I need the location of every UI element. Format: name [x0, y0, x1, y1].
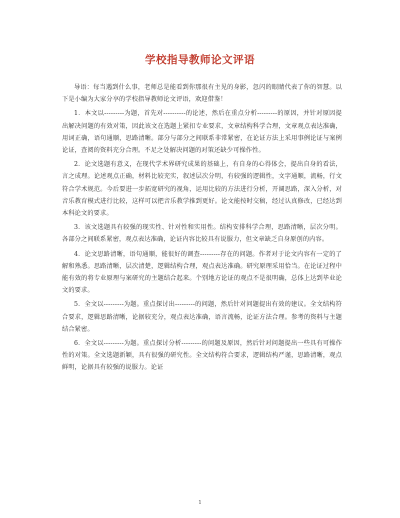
comment-paragraph-1: 1．本文以---------为题，首先对----------的论述，然后在重点分析---------的原因，并针对原因提出解决问题的有效对策，因此该文在选题上紧扣专业要求，文章结构科学合理，文章观点表达准确，用词正确，语句通顺，思路清晰。部分与部分之间联系非常紧密，在论证方法上采用事例论证与案例论证，查阅的资料充分合理。不足之处解决问题的对策还缺少可操作性。 [62, 110, 342, 155]
page-number: 1 [198, 500, 202, 506]
comment-paragraph-2: 2．论文选题有意义，在现代学术界研究成果的基础上，有自身的心得体会，提出自身的看法，言之成理。论述观点正确，材料比较充实，叙述层次分明，有较强的逻辑性，文字通顺，流畅，行文符合学术规范。今后要进一步拓宽研究的视角，运用比较的方法进行分析，开阔思路，深入分析，对音乐教育模式进行比较，这样可以把音乐教学推到更好。论文能按时交稿，经过认真修改，已经达到本科论文的要求。 [62, 161, 342, 218]
comment-paragraph-5: 5．全文以---------为题。重点探讨出---------的问题，然后针对问题提出有效的建议。全文结构符合要求，逻辑思路清晰，论据较充分，观点表达准确，语言流畅，论证方法合理。参考的资料与主题结合紧密。 [62, 301, 342, 333]
intro-paragraph: 导语：每当遇到什么事，老师总是能看到你那很有主见的身影，忽闪的眼睛代表了你的智慧。以下是小编为大家分享的学校指导教师论文评语，欢迎借鉴！ [62, 84, 342, 104]
comment-paragraph-4: 4．论文思路清晰，语句通顺，能很好的调查---------存在的问题。作者对于论文内容有一定的了解和熟悉。思路清晰，层次清楚，逻辑结构合理，观点表达准确。研究原理采用恰当。在论证过程中能有效的将专业原理与案研究的主题结合起来。个别地方论证的观点不是很明确，总体上达到毕业论文的要求。 [62, 250, 342, 295]
comment-paragraph-6: 6．全文以---------为题。重点探讨分析---------的问题及原因，然后针对问题提出一些具有可操作性的对策。全文选题新颖，具有很强的研究性。全文结构符合要求，逻辑结构严谨，思路清晰，观点鲜明，论据具有较强的说服力。论证 [62, 340, 342, 372]
document-body [62, 82, 342, 377]
comment-paragraph-3: 3．该文选题具有较强的现实性、针对性和实用性。结构安排科学合理，思路清晰，层次分明。各部分之间联系紧密，观点表达准确，论证内容比较具有说服力，但文章缺乏自身原创的内容。 [62, 224, 342, 244]
document-title: 学校指导教师论文评语 [145, 54, 255, 66]
